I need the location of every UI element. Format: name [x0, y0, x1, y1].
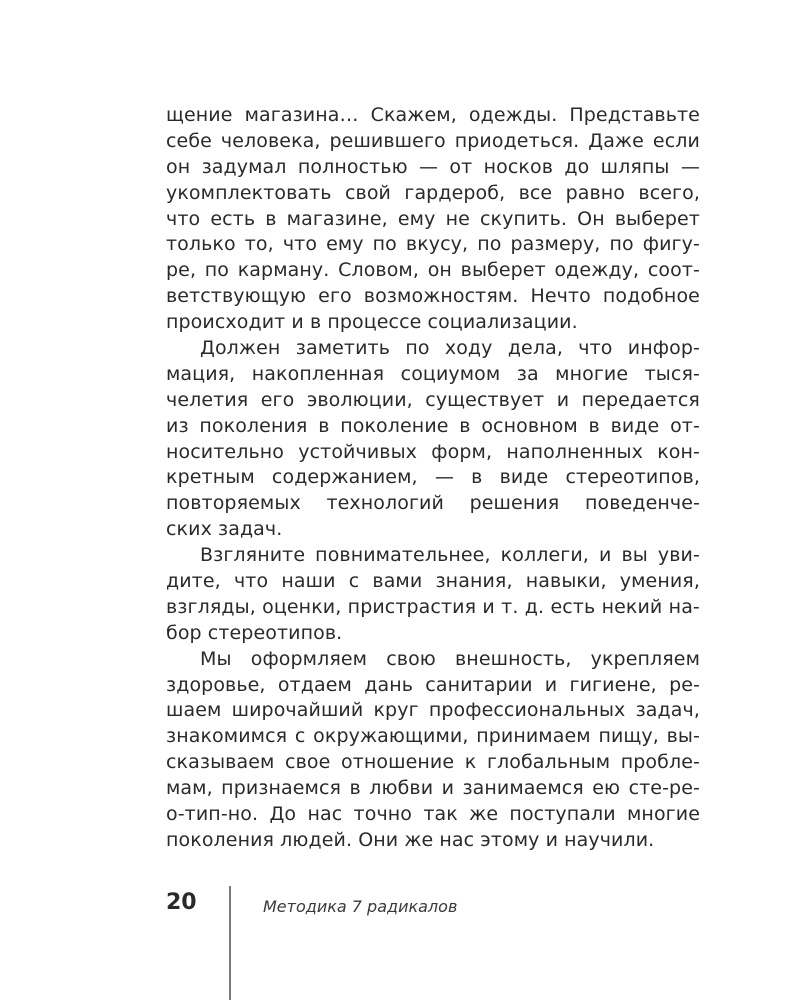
text-line: происходит и в процессе социализации.: [166, 311, 578, 334]
text-line: ре, по карману. Словом, он выберет одежду, соот-: [166, 259, 700, 282]
text-line: что есть в магазине, ему не скупить. Он выберет: [166, 207, 700, 230]
text-line: дите, что наши с вами знания, навыки, умения,: [166, 570, 700, 593]
text-line: поколения людей. Они же нас этому и научили.: [166, 828, 655, 851]
paragraph: [166, 336, 700, 543]
text-line: взгляды, оценки, пристрастия и т. д. есть некий на-: [166, 595, 700, 618]
text-line: ветствующую его возможностям. Нечто подобное: [166, 285, 700, 308]
text-line: бор стереотипов.: [166, 621, 343, 644]
text-line: Должен заметить по ходу дела, что инфор-: [200, 337, 700, 360]
paragraph: [166, 103, 700, 336]
paragraph: [166, 647, 700, 854]
text-line: челетия его эволюции, существует и передается: [166, 388, 700, 411]
text-line: носительно устойчивых форм, наполненных кон-: [166, 440, 700, 463]
text-line: здоровье, отдаем дань санитарии и гигиене, ре-: [166, 673, 700, 696]
body-text: [166, 103, 700, 854]
text-line: кретным содержанием, — в виде стереотипов,: [166, 466, 700, 489]
text-line: Взгляните повнимательнее, коллеги, и вы уви-: [200, 544, 700, 567]
paragraph: [166, 543, 700, 647]
text-line: мация, накопленная социумом за многие тыся-: [166, 362, 700, 385]
text-line: знакомимся с окружающими, принимаем пищу, вы-: [166, 725, 700, 748]
page-number: 20: [166, 890, 197, 915]
running-footer-title: Методика 7 радикалов: [263, 897, 458, 916]
text-line: о-тип-но. До нас точно так же поступали многие: [166, 803, 700, 826]
text-line: укомплектовать свой гардероб, все равно всего,: [166, 181, 700, 204]
text-line: ских задач.: [166, 518, 283, 541]
footer-divider: [229, 886, 231, 1000]
text-line: сказываем свое отношение к глобальным пробле-: [166, 751, 700, 774]
text-line: повторяемых технологий решения поведенче-: [166, 492, 700, 515]
text-line: из поколения в поколение в основном в виде от-: [166, 414, 700, 437]
text-line: щение магазина… Скажем, одежды. Представьте: [166, 104, 700, 126]
text-line: он задумал полностью — от носков до шляпы —: [166, 155, 700, 178]
text-line: Мы оформляем свою внешность, укрепляем: [200, 647, 700, 670]
text-line: только то, что ему по вкусу, по размеру, по фигу-: [166, 233, 700, 256]
text-line: шаем широчайший круг профессиональных задач,: [166, 699, 700, 722]
text-line: мам, признаемся в любви и занимаемся ею сте-ре-: [166, 777, 700, 800]
text-line: себе человека, решившего приодеться. Даже если: [166, 129, 700, 152]
